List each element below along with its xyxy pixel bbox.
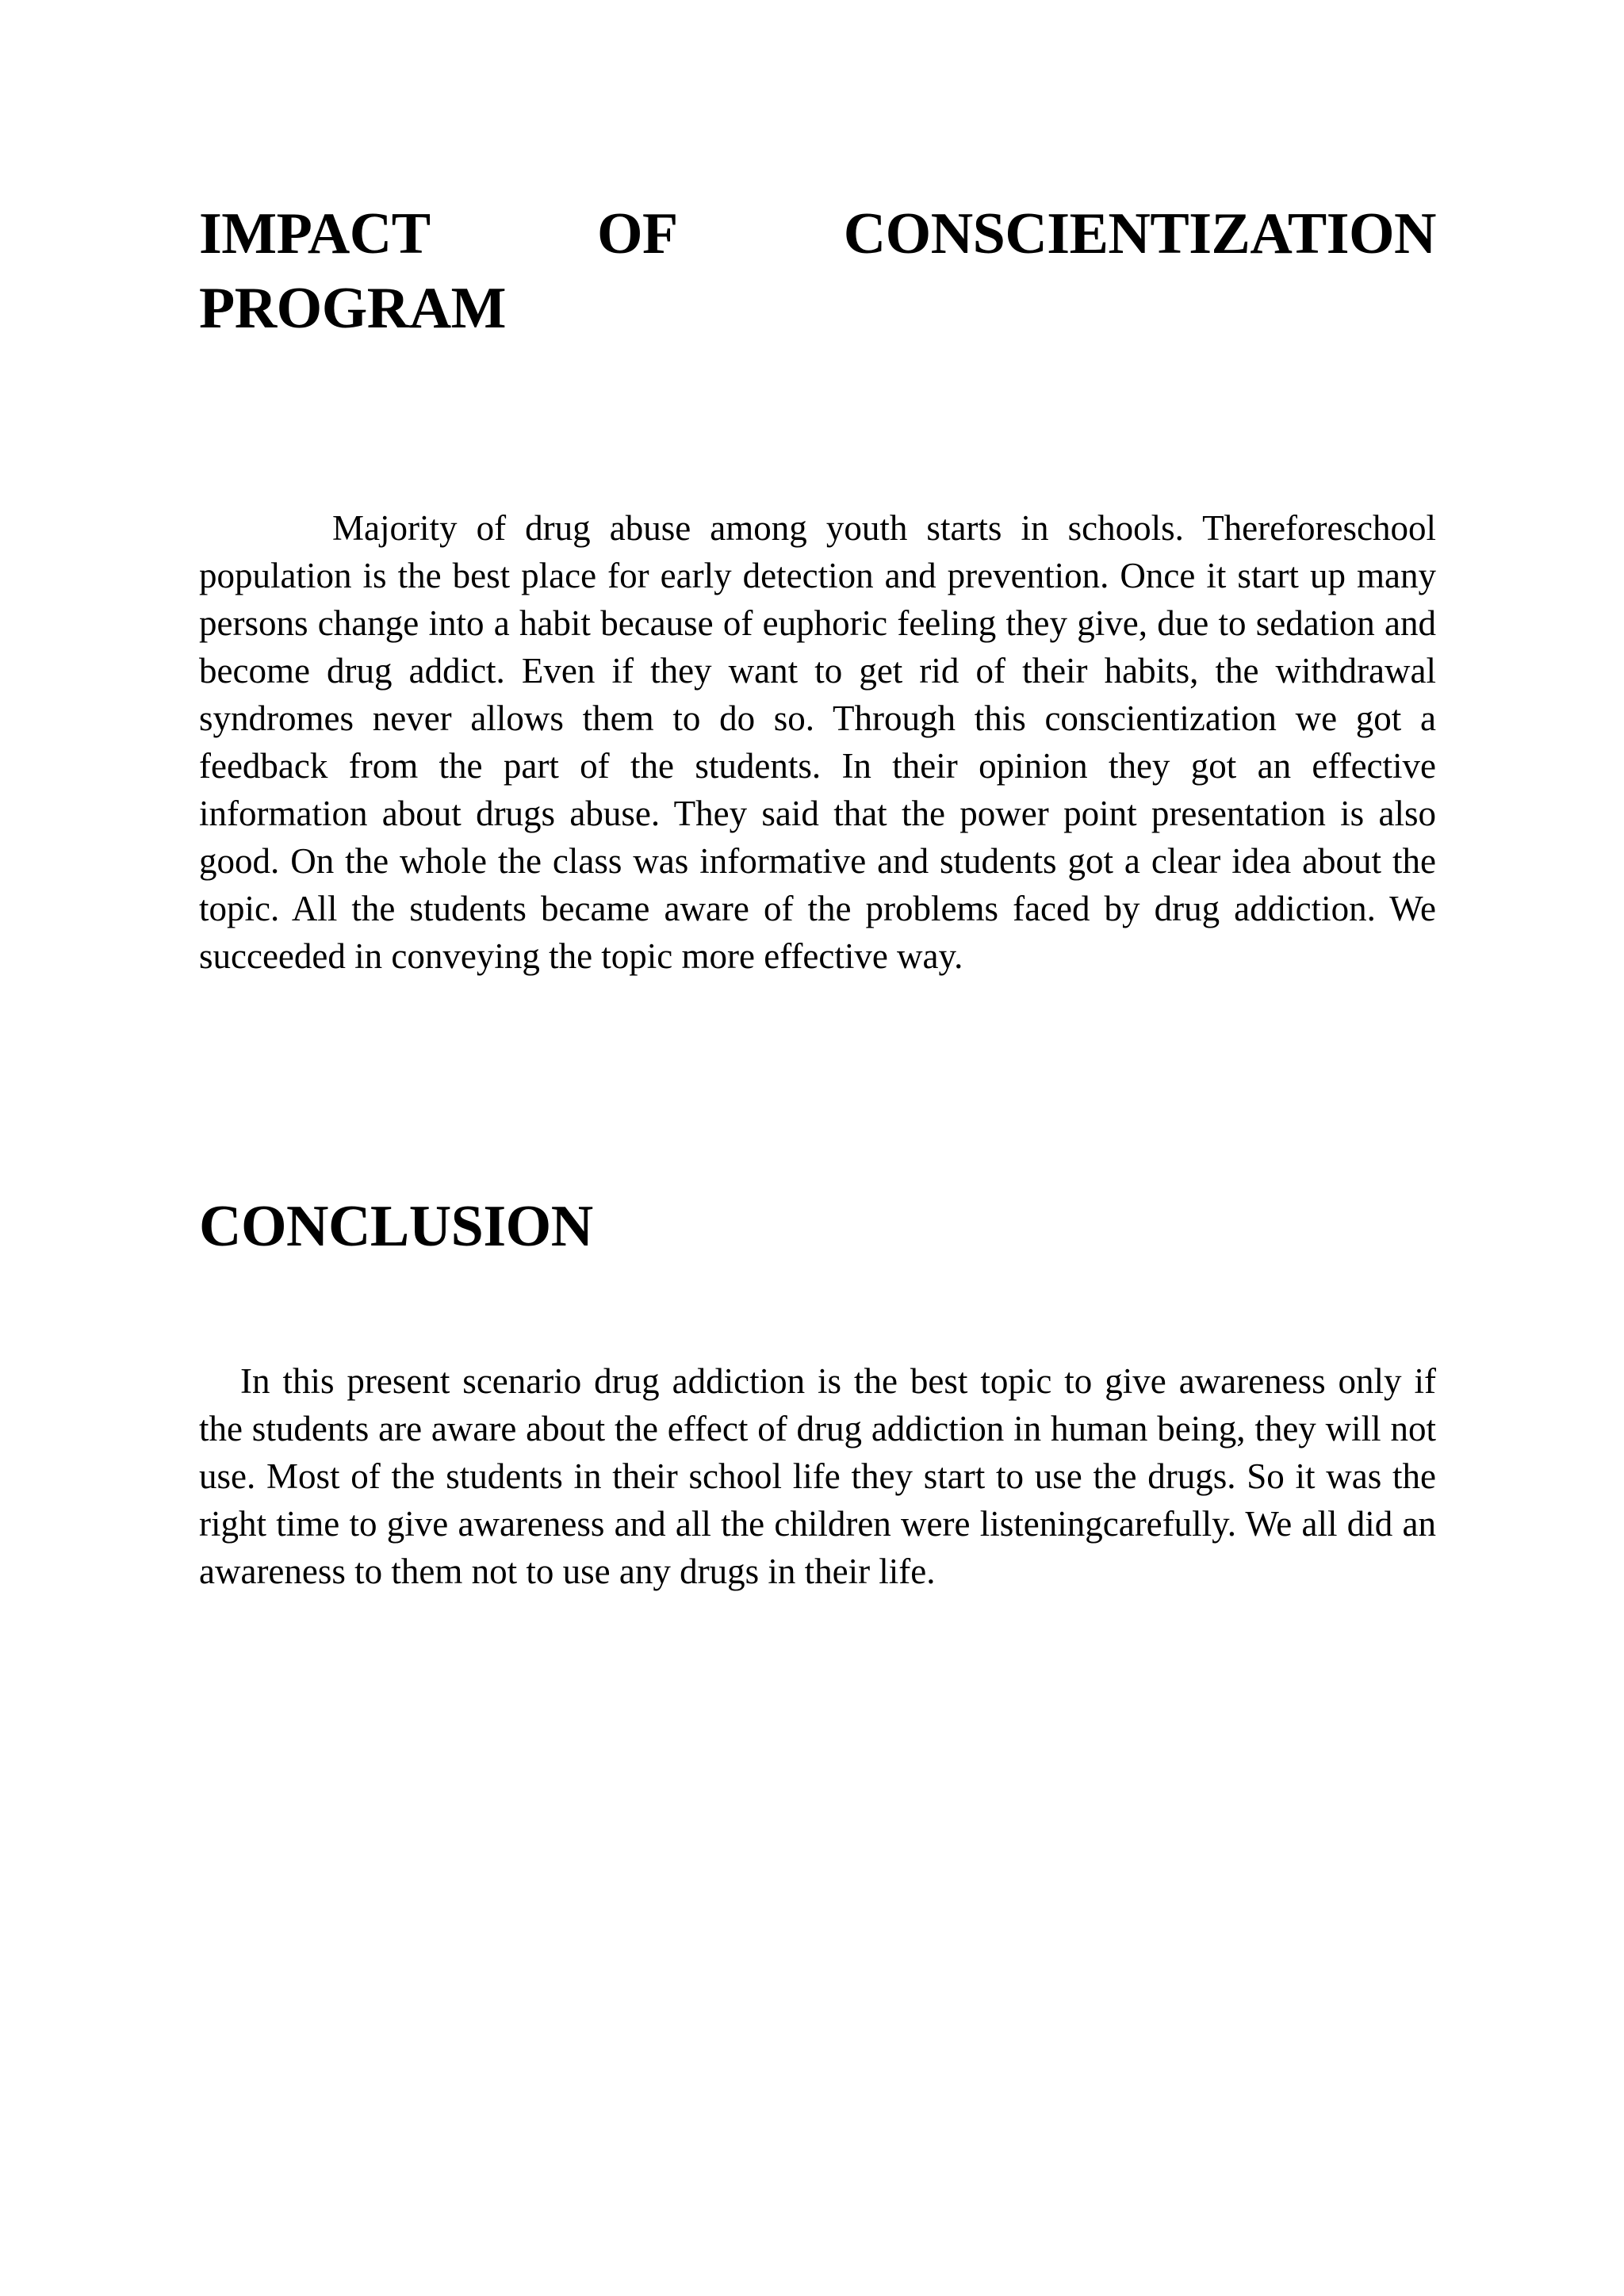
impact-heading-line1: IMPACT OF CONSCIENTIZATION (199, 201, 1436, 266)
impact-heading (199, 197, 1436, 346)
conclusion-heading: CONCLUSION (199, 1194, 593, 1259)
conclusion-paragraph: In this present scenario drug addiction is the best topic to give awareness only if the students are aware about the effect of drug addiction in human being, they will not use. Most of the students in their school life they start to use the drugs. So it was the right time to give awareness and all the children were listeningcarefully. We all did an awareness to them not to use any drugs in their life. (199, 1361, 1436, 1591)
impact-heading-line2: PROGRAM (199, 276, 506, 341)
impact-paragraph: Majority of drug abuse among youth starts in schools. Thereforeschool population is the best place for early detection and prevention. Once it start up many persons change into a habit because of euphoric feeling they give, due to sedation and become drug addict. Even if they want to get rid of their habits, the withdrawal syndromes never allows them to do so. Through this conscientization we got a feedback from the part of the students. In their opinion they got an effective information about drugs abuse. They said that the power point presentation is also good. On the whole the class was informative and students got a clear idea about the topic. All the students became aware of the problems faced by drug addiction. We succeeded in conveying the topic more effective way. (199, 508, 1436, 976)
